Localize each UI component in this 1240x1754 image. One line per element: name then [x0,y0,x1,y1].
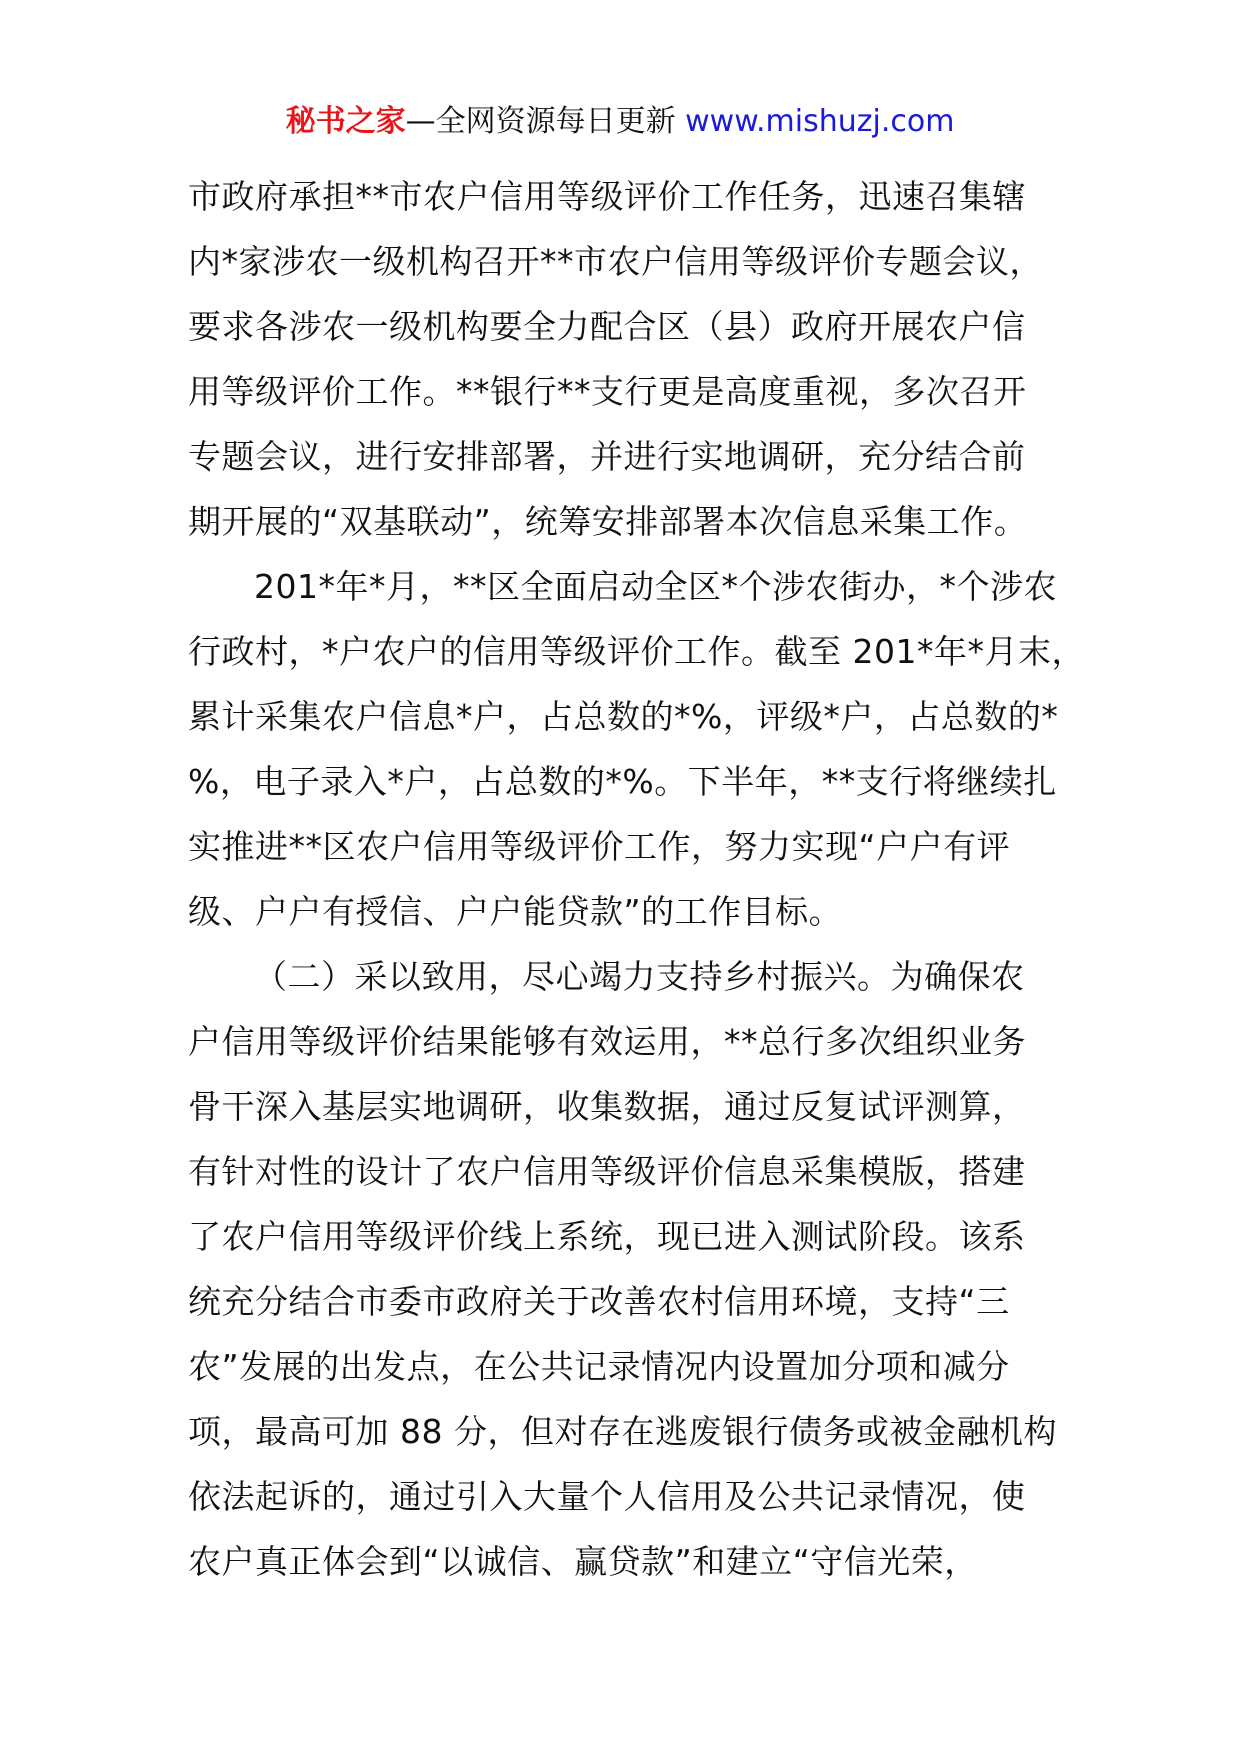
text-line: 骨干深入基层实地调研，收集数据，通过反复试评测算， [188,1087,1026,1126]
header-url-link[interactable]: www.mishuzj.com [685,104,955,139]
text-line: 市政府承担**市农户信用等级评价工作任务，迅速召集辖 [188,177,1026,216]
text-line: 项，最高可加 88 分，但对存在逃废银行债务或被金融机构 [188,1412,1057,1451]
text-line: 农户真正体会到“以诚信、赢贷款”和建立“守信光荣， [188,1542,978,1581]
paragraph-1 [188,164,1088,554]
text-line: 期开展的“双基联动”，统筹安排部署本次信息采集工作。 [188,502,1028,541]
text-line: 累计采集农户信息*户，占总数的*%，评级*户，占总数的* [188,697,1059,736]
text-line: 依法起诉的，通过引入大量个人信用及公共记录情况，使 [188,1477,1026,1516]
document-body [188,164,1088,1594]
text-line: 要求各涉农一级机构要全力配合区（县）政府开展农户信 [188,307,1026,346]
header-tagline: —全网资源每日更新 [405,104,686,139]
text-line: 用等级评价工作。**银行**支行更是高度重视，多次召开 [188,372,1027,411]
text-line: 级、户户有授信、户户能贷款”的工作目标。 [188,892,843,931]
text-line: 农”发展的出发点，在公共记录情况内设置加分项和减分 [188,1347,1010,1386]
text-line: 内*家涉农一级机构召开**市农户信用等级评价专题会议， [188,242,1043,281]
text-line: （二）采以致用，尽心竭力支持乡村振兴。为确保农 [254,957,1025,996]
text-line: 实推进**区农户信用等级评价工作，努力实现“户户有评 [188,827,1011,866]
paragraph-2 [188,554,1088,944]
text-line: 了农户信用等级评价线上系统，现已进入测试阶段。该系 [188,1217,1026,1256]
text-line: 专题会议，进行安排部署，并进行实地调研，充分结合前 [188,437,1026,476]
text-line: 统充分结合市委市政府关于改善农村信用环境，支持“三 [188,1282,1010,1321]
paragraph-3 [188,944,1088,1594]
text-line: 户信用等级评价结果能够有效运用，**总行多次组织业务 [188,1022,1026,1061]
text-line: 行政村，*户农户的信用等级评价工作。截至 201*年*月末， [188,632,1085,671]
page-header [0,100,1240,144]
text-line: 有针对性的设计了农户信用等级评价信息采集模版，搭建 [188,1152,1026,1191]
brand-name: 秘书之家 [285,104,406,139]
text-line: 201*年*月，**区全面启动全区*个涉农街办，*个涉农 [254,567,1057,606]
text-line: %，电子录入*户，占总数的*%。下半年，**支行将继续扎 [188,762,1057,801]
